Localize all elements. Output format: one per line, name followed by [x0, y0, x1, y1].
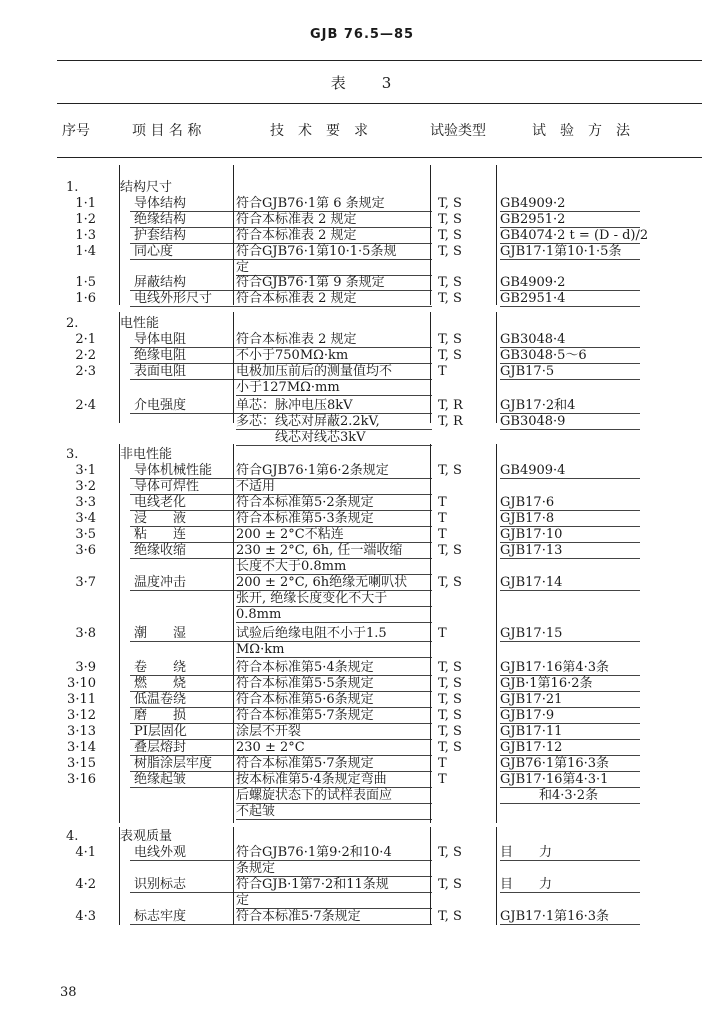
row-requirement: 符合GJB76·1第 9 条规定 [236, 275, 385, 290]
row-test-method: GJB17·21 [500, 692, 563, 707]
row-underline [130, 590, 242, 591]
row-seq: 3·12 [67, 708, 96, 723]
row-requirement: 符合本标准表 2 规定 [236, 212, 357, 227]
row-item-name: 燃 烧 [134, 676, 187, 691]
row-test-method: GJB17·10 [500, 527, 563, 542]
row-test-method: GB4909·2 [500, 275, 566, 290]
row-requirement: 符合GJB76·1第10·1·5条规 [236, 244, 397, 259]
row-item-name: 屏蔽结构 [134, 275, 187, 290]
header-rule [57, 60, 702, 61]
row-test-type: T [438, 626, 447, 641]
row-test-type: T, S [438, 196, 462, 211]
row-underline [130, 558, 242, 559]
row-seq: 3·2 [75, 479, 96, 494]
section-title: 非电性能 [120, 447, 173, 462]
row-test-type: T, S [438, 212, 462, 227]
row-requirement: 后螺旋状态下的试样表面应 [236, 788, 393, 803]
row-underline [130, 924, 242, 925]
row-seq: 3·4 [75, 511, 96, 526]
row-test-method: GB4909·2 [500, 196, 566, 211]
row-test-type: T [438, 527, 447, 542]
row-underline [130, 892, 242, 893]
row-requirement: 230 ± 2°C [236, 740, 305, 755]
row-test-method: GJB17·8 [500, 511, 555, 526]
row-seq: 3·13 [67, 724, 96, 739]
row-requirement: 涂层不开裂 [236, 724, 302, 739]
row-requirement: 小于127MΩ·mm [236, 380, 340, 395]
row-underline [236, 259, 432, 260]
row-seq: 4·2 [75, 877, 96, 892]
row-test-type: T, S [438, 575, 462, 590]
section-number: 4. [66, 829, 79, 844]
row-underline [236, 445, 432, 446]
row-underline [500, 641, 640, 642]
row-test-method: GJB17·13 [500, 543, 563, 558]
row-requirement: 符合本标准表 2 规定 [236, 228, 357, 243]
column-divider [430, 312, 431, 423]
row-seq: 1·1 [75, 196, 96, 211]
row-underline [130, 860, 242, 861]
row-item-name: 磨 损 [134, 708, 187, 723]
row-underline [130, 259, 242, 260]
column-header-seq: 序号 [62, 123, 90, 139]
row-requirement: 条规定 [236, 861, 276, 876]
row-requirement: 多芯：线芯对屏蔽2.2kV, [236, 414, 380, 429]
table-top-rule [57, 103, 702, 104]
row-test-method: GJB17·11 [500, 724, 563, 739]
column-header-item: 项 目 名 称 [132, 123, 202, 139]
row-test-method: 目 力 [500, 877, 553, 892]
row-requirement: 符合本标准第5·2条规定 [236, 495, 374, 510]
row-item-name: 介电强度 [134, 398, 187, 413]
row-seq: 3·10 [67, 676, 96, 691]
row-test-type: T, S [438, 291, 462, 306]
row-item-name: 导体结构 [134, 196, 187, 211]
row-requirement: 张开, 绝缘长度变化不大于 [236, 591, 388, 606]
row-test-method: GJB17·1第10·1·5条 [500, 244, 622, 259]
column-divider [119, 165, 120, 305]
row-test-method: GB3048·9 [500, 414, 566, 429]
row-test-type: T [438, 772, 447, 787]
row-test-method: GB3048·5～6 [500, 348, 587, 363]
row-item-name: 浸 液 [134, 511, 187, 526]
row-requirement: 定 [236, 260, 250, 275]
section-number: 2. [66, 316, 79, 331]
column-header-test-type: 试验类型 [430, 123, 486, 139]
row-underline [500, 558, 640, 559]
row-test-method: GB4074·2 t = (D - d)/2 [500, 228, 649, 243]
row-item-name: 叠层熔封 [134, 740, 187, 755]
row-requirement: 符合本标准表 2 规定 [236, 332, 357, 347]
column-header-requirement: 技 术 要 求 [270, 123, 368, 139]
row-test-type: T, S [438, 877, 462, 892]
row-requirement: 不适用 [236, 479, 276, 494]
row-test-type: T, S [438, 332, 462, 347]
row-test-type: T, R [438, 414, 463, 429]
row-underline [130, 641, 242, 642]
row-seq: 3·3 [75, 495, 96, 510]
row-item-name: 低温卷绕 [134, 692, 187, 707]
row-seq: 3·6 [75, 543, 96, 558]
row-item-name: 潮 湿 [134, 626, 187, 641]
row-test-type: T, S [438, 676, 462, 691]
column-divider [430, 165, 431, 305]
row-item-name: 导体可焊性 [134, 479, 200, 494]
row-item-name: 绝缘电阻 [134, 348, 187, 363]
row-underline [236, 622, 432, 623]
row-underline [236, 924, 432, 925]
row-seq: 3·16 [67, 772, 96, 787]
row-test-type: T [438, 364, 447, 379]
row-underline [500, 803, 640, 804]
row-seq: 3·9 [75, 660, 96, 675]
row-underline [236, 395, 432, 396]
row-seq: 4·1 [75, 845, 96, 860]
row-requirement: 符合本标准第5·5条规定 [236, 676, 374, 691]
row-seq: 3·8 [75, 626, 96, 641]
row-item-name: 电线外观 [134, 845, 187, 860]
row-item-name: 同心度 [134, 244, 174, 259]
row-underline [130, 379, 242, 380]
row-test-method: GJB17·15 [500, 626, 563, 641]
column-divider [233, 312, 234, 423]
row-test-type: T [438, 511, 447, 526]
row-seq: 2·3 [75, 364, 96, 379]
row-underline [500, 924, 640, 925]
row-item-name: 标志牢度 [134, 909, 187, 924]
column-divider [496, 827, 497, 925]
row-underline [236, 892, 432, 893]
row-test-method: GB2951·2 [500, 212, 566, 227]
row-underline [500, 429, 640, 430]
row-item-name: 绝缘收缩 [134, 543, 187, 558]
row-underline [236, 819, 432, 820]
row-test-method: GB3048·4 [500, 332, 566, 347]
row-test-type: T, S [438, 348, 462, 363]
row-test-type: T, S [438, 708, 462, 723]
column-divider [119, 312, 120, 423]
row-item-name: 导体机械性能 [134, 463, 213, 478]
row-item-name: 树脂涂层牢度 [134, 756, 213, 771]
row-test-method: GB2951·4 [500, 291, 566, 306]
row-item-name: 绝缘结构 [134, 212, 187, 227]
row-requirement: 试验后绝缘电阻不小于1.5 [236, 626, 387, 641]
row-underline [130, 787, 242, 788]
row-test-type: T, S [438, 228, 462, 243]
row-requirement: 不小于750MΩ·km [236, 348, 349, 363]
row-test-type: T, S [438, 724, 462, 739]
row-requirement: 符合本标准第5·7条规定 [236, 708, 374, 723]
row-test-method: GJB17·12 [500, 740, 563, 755]
row-requirement: 符合本标准5·7条规定 [236, 909, 361, 924]
row-seq: 1·5 [75, 275, 96, 290]
row-item-name: 识别标志 [134, 877, 187, 892]
row-test-method: 目 力 [500, 845, 553, 860]
row-requirement: 符合本标准第5·6条规定 [236, 692, 374, 707]
row-underline [236, 657, 432, 658]
row-requirement: 长度不大于0.8mm [236, 559, 347, 574]
column-divider [233, 165, 234, 305]
row-test-type: T, S [438, 660, 462, 675]
column-divider [233, 444, 234, 823]
row-underline [500, 860, 640, 861]
row-underline [500, 892, 640, 893]
row-seq: 1·2 [75, 212, 96, 227]
row-test-type: T, S [438, 543, 462, 558]
row-test-type: T [438, 756, 447, 771]
row-item-name: 护套结构 [134, 228, 187, 243]
row-test-type: T, R [438, 398, 463, 413]
row-requirement: MΩ·km [236, 642, 285, 657]
row-seq: 3·5 [75, 527, 96, 542]
row-seq: 1·6 [75, 291, 96, 306]
row-underline [500, 379, 640, 380]
row-seq: 3·14 [67, 740, 96, 755]
row-test-method: 和4·3·2条 [500, 788, 599, 803]
row-underline [500, 478, 640, 479]
row-seq: 1·4 [75, 244, 96, 259]
row-seq: 3·11 [67, 692, 96, 707]
column-divider [430, 827, 431, 925]
row-requirement: 定 [236, 893, 250, 908]
row-requirement: 符合GJB76·1第9·2和10·4 [236, 845, 392, 860]
row-requirement: 符合GJB76·1第 6 条规定 [236, 196, 385, 211]
row-test-type: T [438, 495, 447, 510]
row-test-method: GB4909·4 [500, 463, 566, 478]
row-item-name: 电线外形尺寸 [134, 291, 213, 306]
column-header-test-method: 试 验 方 法 [532, 123, 630, 139]
row-test-method: GJB17·9 [500, 708, 555, 723]
column-divider [496, 312, 497, 423]
row-test-method: GJB·1第16·2条 [500, 676, 593, 691]
row-requirement: 200 ± 2°C不粘连 [236, 527, 344, 542]
row-requirement: 线芯对线芯3kV [236, 430, 366, 445]
row-underline [236, 306, 432, 307]
column-divider [119, 444, 120, 823]
section-title: 表观质量 [120, 829, 173, 844]
row-test-method: GJB17·1第16·3条 [500, 909, 610, 924]
row-requirement: 0.8mm [236, 607, 282, 622]
standard-code: GJB 76.5—85 [309, 27, 415, 42]
row-requirement: 符合GJB·1第7·2和11条规 [236, 877, 389, 892]
column-divider [119, 827, 120, 925]
row-test-type: T, S [438, 909, 462, 924]
row-test-type: T, S [438, 740, 462, 755]
row-underline [500, 306, 640, 307]
column-divider [233, 827, 234, 925]
section-number: 3. [66, 447, 79, 462]
row-underline [500, 590, 640, 591]
row-underline [500, 259, 640, 260]
row-seq: 2·4 [75, 398, 96, 413]
row-requirement: 符合本标准第5·4条规定 [236, 660, 374, 675]
row-seq: 3·15 [67, 756, 96, 771]
row-requirement: 符合本标准表 2 规定 [236, 291, 357, 306]
row-test-method: GJB17·6 [500, 495, 555, 510]
row-item-name: 绝缘起皱 [134, 772, 187, 787]
row-test-type: T, S [438, 275, 462, 290]
row-seq: 4·3 [75, 909, 96, 924]
row-test-type: T, S [438, 845, 462, 860]
row-test-type: T, S [438, 692, 462, 707]
row-test-method: GJB17·2和4 [500, 398, 576, 413]
column-divider [496, 165, 497, 305]
row-requirement: 按本标准第5·4条规定弯曲 [236, 772, 387, 787]
row-seq: 1·3 [75, 228, 96, 243]
section-number: 1. [66, 180, 79, 195]
row-seq: 3·1 [75, 463, 96, 478]
row-item-name: 电线老化 [134, 495, 187, 510]
page-number: 38 [60, 985, 77, 1000]
row-requirement: 符合本标准第5·3条规定 [236, 511, 374, 526]
row-underline [130, 306, 242, 307]
section-title: 结构尺寸 [120, 180, 173, 195]
row-seq: 3·7 [75, 575, 96, 590]
row-requirement: 不起皱 [236, 804, 276, 819]
column-divider [430, 444, 431, 823]
row-underline [130, 413, 242, 414]
row-requirement: 200 ± 2°C, 6h绝缘无喇叭状 [236, 575, 408, 590]
column-divider [496, 444, 497, 823]
table-title: 表 3 [330, 74, 394, 92]
row-item-name: PI层固化 [134, 724, 187, 739]
row-test-type: T, S [438, 463, 462, 478]
row-test-method: GJB17·5 [500, 364, 555, 379]
section-title: 电性能 [120, 316, 160, 331]
row-test-method: GJB76·1第16·3条 [500, 756, 610, 771]
row-test-method: GJB17·16第4·3·1 [500, 772, 609, 787]
row-item-name: 表面电阻 [134, 364, 187, 379]
row-requirement: 230 ± 2°C, 6h, 任一端收缩 [236, 543, 403, 558]
row-test-type: T, S [438, 244, 462, 259]
row-requirement: 符合GJB76·1第6·2条规定 [236, 463, 389, 478]
row-item-name: 卷 绕 [134, 660, 187, 675]
row-item-name: 导体电阻 [134, 332, 187, 347]
table-header-rule [57, 157, 702, 158]
row-test-method: GJB17·16第4·3条 [500, 660, 610, 675]
row-item-name: 粘 连 [134, 527, 187, 542]
row-item-name: 温度冲击 [134, 575, 187, 590]
row-seq: 2·2 [75, 348, 96, 363]
row-seq: 2·1 [75, 332, 96, 347]
row-requirement: 电极加压前后的测量值均不 [236, 364, 393, 379]
row-test-method: GJB17·14 [500, 575, 563, 590]
row-requirement: 单芯：脉冲电压8kV [236, 398, 353, 413]
row-requirement: 符合本标准第5·7条规定 [236, 756, 374, 771]
